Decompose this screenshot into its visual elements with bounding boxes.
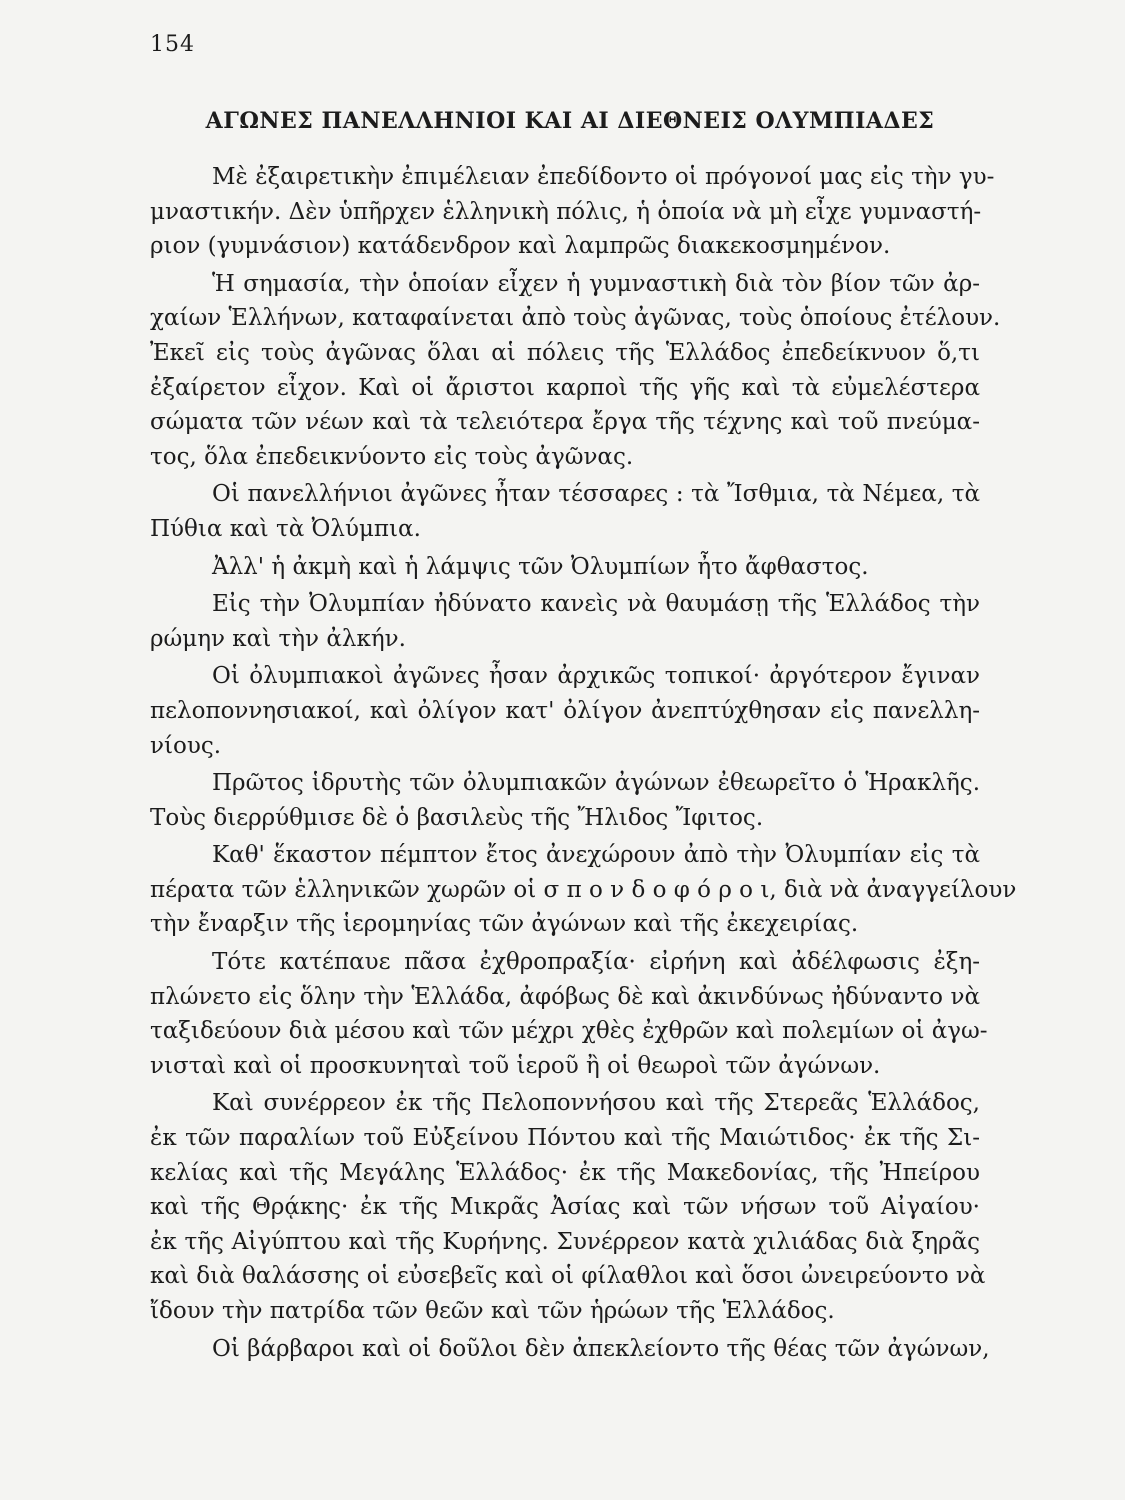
text-line: τὴν ἔναρξιν τῆς ἱερομηνίας τῶν ἀγώνων καὶ τῆς ἐκεχειρίας. (150, 911, 859, 938)
text-line: πλώνετο εἰς ὅλην τὴν Ἑλλάδα, ἀφόβως δὲ καὶ ἀκινδύνως ἠδύναντο νὰ (150, 983, 980, 1010)
text-line: ριον (γυμνάσιον) κατάδενδρον καὶ λαμπρῶς διακεκοσμημένον. (150, 233, 891, 260)
text-line: ρώμην καὶ τὴν ἀλκήν. (150, 625, 406, 652)
text-line: σώματα τῶν νέων καὶ τὰ τελειότερα ἔργα τῆς τέχνης καὶ τοῦ πνεύμα- (150, 409, 980, 436)
paragraph (150, 587, 980, 656)
text-line: Οἱ βάρβαροι καὶ οἱ δοῦλοι δὲν ἀπεκλείοντο τῆς θέας τῶν ἀγώνων, (212, 1335, 990, 1362)
text-line: ἐκ τῶν παραλίων τοῦ Εὐξείνου Πόντου καὶ τῆς Μαιώτιδος· ἐκ τῆς Σι- (150, 1125, 980, 1152)
text-line: Οἱ πανελλήνιοι ἀγῶνες ἦταν τέσσαρες : τὰ Ἴσθμια, τὰ Νέμεα, τὰ (212, 481, 980, 508)
chapter-heading: ΑΓΩΝΕΣ ΠΑΝΕΛΛΗΝΙΟΙ ΚΑΙ ΑΙ ΔΙΕΘΝΕΙΣ ΟΛΥΜΠΙΑΔΕΣ (205, 108, 935, 134)
text-line: Ἡ σημασία, τὴν ὁποίαν εἶχεν ἡ γυμναστικὴ διὰ τὸν βίον τῶν ἀρ- (212, 270, 980, 297)
text-line: Καὶ συνέρρεον ἐκ τῆς Πελοποννήσου καὶ τῆς Στερεᾶς Ἑλλάδος, (212, 1090, 980, 1117)
paragraph (150, 1086, 986, 1328)
text-line: ἐκ τῆς Αἰγύπτου καὶ τῆς Κυρήνης. Συνέρρεον κατὰ χιλιάδας διὰ ξηρᾶς (150, 1228, 980, 1255)
text-line: πελοποννησιακοί, καὶ ὀλίγον κατ' ὀλίγον ἀνεπτύχθησαν εἰς πανελλη- (150, 697, 980, 724)
paragraph (150, 945, 988, 1083)
text-line: Τοὺς διερρύθμισε δὲ ὁ βασιλεὺς τῆς Ἤλιδος Ἴφιτος. (150, 804, 764, 831)
text-line: Οἱ ὀλυμπιακοὶ ἀγῶνες ἦσαν ἀρχικῶς τοπικοί· ἀργότερον ἔγιναν (212, 663, 980, 690)
paragraph (150, 550, 980, 585)
page-number: 154 (150, 32, 195, 57)
text-line: μναστικήν. Δὲν ὑπῆρχεν ἑλληνικὴ πόλις, ἡ ὁποία νὰ μὴ εἶχε γυμναστή- (150, 198, 982, 225)
paragraph (150, 766, 980, 835)
text-line: Πρῶτος ἱδρυτὴς τῶν ὀλυμπιακῶν ἀγώνων ἐθεωρεῖτο ὁ Ἡρακλῆς. (212, 770, 980, 797)
text-line: καὶ διὰ θαλάσσης οἱ εὐσεβεῖς καὶ οἱ φίλαθλοι καὶ ὅσοι ὠνειρεύοντο νὰ (150, 1263, 986, 1290)
paragraph (150, 1332, 990, 1367)
text-line: Εἰς τὴν Ὀλυμπίαν ἠδύνατο κανεὶς νὰ θαυμάσῃ τῆς Ἑλλάδος τὴν (212, 591, 980, 618)
text-line: ἐξαίρετον εἶχον. Καὶ οἱ ἄριστοι καρποὶ τῆς γῆς καὶ τὰ εὐμελέστερα (150, 374, 980, 401)
paragraph (150, 477, 980, 546)
text-line: κελίας καὶ τῆς Μεγάλης Ἑλλάδος· ἐκ τῆς Μακεδονίας, τῆς Ἠπείρου (150, 1159, 980, 1186)
text-line: Μὲ ἐξαιρετικὴν ἐπιμέλειαν ἐπεδίδοντο οἱ πρόγονοί μας εἰς τὴν γυ- (212, 164, 995, 190)
text-line: Καθ' ἕκαστον πέμπτον ἔτος ἀνεχώρουν ἀπὸ τὴν Ὀλυμπίαν εἰς τὰ (212, 842, 980, 869)
text-line: πέρατα τῶν ἑλληνικῶν χωρῶν οἱ σ π ο ν δ ο φ ό ρ ο ι, διὰ νὰ ἀναγγείλουν (150, 876, 1017, 903)
text-line: ἴδουν τὴν πατρίδα τῶν θεῶν καὶ τῶν ἡρώων τῆς Ἑλλάδος. (150, 1298, 835, 1324)
text-line: τος, ὅλα ἐπεδεικνύοντο εἰς τοὺς ἀγῶνας. (150, 443, 634, 470)
text-line: νισταὶ καὶ οἱ προσκυνηταὶ τοῦ ἱεροῦ ἢ οἱ θεωροὶ τῶν ἀγώνων. (150, 1052, 881, 1079)
text-line: Τότε κατέπαυε πᾶσα ἐχθροπραξία· εἰρήνη καὶ ἀδέλφωσις ἐξη- (212, 949, 980, 976)
text-line: Ἀλλ' ἡ ἀκμὴ καὶ ἡ λάμψις τῶν Ὀλυμπίων ἦτο ἄφθαστος. (212, 553, 869, 580)
paragraph (150, 838, 1017, 942)
paragraph (150, 160, 995, 264)
text-line: νίους. (150, 732, 222, 759)
text-line: ταξιδεύουν διὰ μέσου καὶ τῶν μέχρι χθὲς ἐχθρῶν καὶ πολεμίων οἱ ἀγω- (150, 1018, 988, 1045)
body-text (150, 160, 1017, 1369)
text-line: Πύθια καὶ τὰ Ὀλύμπια. (150, 515, 421, 542)
text-line: χαίων Ἑλλήνων, καταφαίνεται ἀπὸ τοὺς ἀγῶνας, τοὺς ὁποίους ἐτέλουν. (150, 305, 1001, 332)
text-line: καὶ τῆς Θρᾴκης· ἐκ τῆς Μικρᾶς Ἀσίας καὶ τῶν νήσων τοῦ Αἰγαίου· (150, 1194, 980, 1221)
paragraph (150, 267, 1001, 475)
text-line: Ἐκεῖ εἰς τοὺς ἀγῶνας ὅλαι αἱ πόλεις τῆς Ἑλλάδος ἐπεδείκνυον ὅ,τι (150, 339, 980, 366)
paragraph (150, 659, 980, 763)
